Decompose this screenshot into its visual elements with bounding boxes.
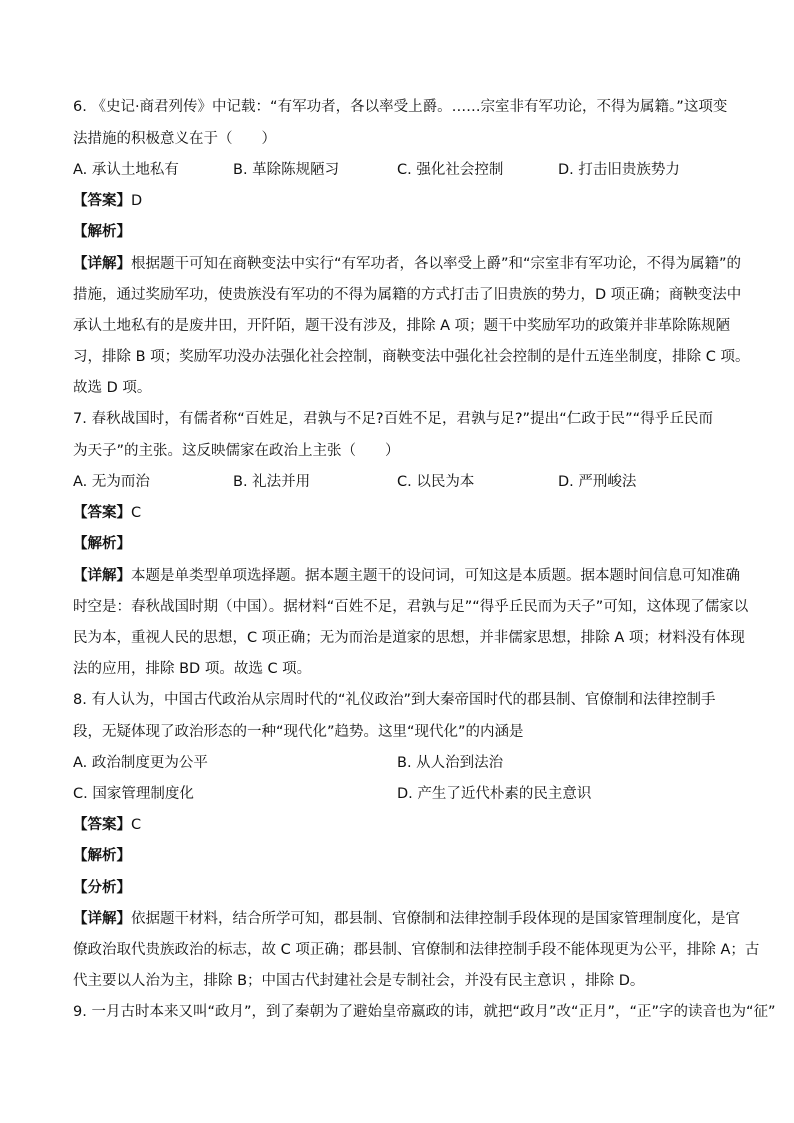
q8-answer [73, 815, 141, 835]
q8-detail-line1 [73, 909, 740, 929]
q6-detail-line1 [73, 254, 742, 274]
q6-detail-line3: 承认土地私有的是废井田，开阡陌，题干没有涉及，排除 A 项；题干中奖励军功的政策并非革除陈规陋 [73, 318, 731, 334]
q8-option-c: C. 国家管理制度化 [73, 786, 194, 802]
q7-option-d: D. 严刑峻法 [558, 474, 637, 490]
detail-tag: 【详解】 [73, 911, 131, 927]
q8-analysis-tag: 【解析】 [73, 848, 131, 864]
q6-analysis-tag: 【解析】 [73, 224, 131, 240]
answer-tag: 【答案】 [73, 505, 131, 521]
q8-detail-line3: 代主要以人治为主，排除 B；中国古代封建社会是专制社会，并没有民主意识 ，排除 D。 [73, 973, 645, 989]
q6-option-d: D. 打击旧贵族势力 [558, 162, 680, 178]
q6-stem-line2: 法措施的积极意义在于（ ） [73, 131, 276, 147]
q7-option-c: C. 以民为本 [397, 474, 475, 490]
q7-option-b: B. 礼法并用 [233, 474, 311, 490]
q6-option-a: A. 承认土地私有 [73, 162, 179, 178]
q6-detail-line5: 故选 D 项。 [73, 380, 152, 396]
detail-text: 根据题干可知在商鞅变法中实行“有军功者，各以率受上爵”和“宗室非有军功论，不得为属籍”的 [131, 256, 742, 272]
q8-option-d: D. 产生了近代朴素的民主意识 [397, 786, 592, 802]
q8-option-b: B. 从人治到法治 [397, 755, 504, 771]
q8-stem-line2: 段，无疑体现了政治形态的一种“现代化”趋势。这里“现代化”的内涵是 [73, 724, 524, 740]
detail-tag: 【详解】 [73, 256, 131, 272]
detail-text: 本题是单类型单项选择题。据本题主题干的设问词，可知这是本质题。据本题时间信息可知准确 [131, 568, 740, 584]
answer-value: C [131, 505, 142, 521]
q7-analysis-tag: 【解析】 [73, 536, 131, 552]
q6-detail-line4: 习，排除 B 项；奖励军功没办法强化社会控制，商鞅变法中强化社会控制的是什五连坐制度，排除 C 项。 [73, 349, 750, 365]
answer-tag: 【答案】 [73, 193, 131, 209]
detail-tag: 【详解】 [73, 568, 131, 584]
q9-stem-line1: 9. 一月古时本来又叫“政月”，到了秦朝为了避始皇帝嬴政的讳，就把“政月”改“正月”，“正”字的读音也为“征” [73, 1004, 776, 1020]
q6-option-c: C. 强化社会控制 [397, 162, 504, 178]
q7-detail-line1 [73, 566, 740, 586]
q6-option-b: B. 革除陈规陋习 [233, 162, 340, 178]
q8-option-a: A. 政治制度更为公平 [73, 755, 208, 771]
q6-detail-line2: 措施，通过奖励军功，使贵族没有军功的不得为属籍的方式打击了旧贵族的势力，D 项正确；商鞅变法中 [73, 287, 742, 303]
q7-detail-line3: 民为本，重视人民的思想，C 项正确；无为而治是道家的思想，并非儒家思想，排除 A 项；材料没有体现 [73, 630, 745, 646]
q7-answer [73, 503, 141, 523]
q8-fenxi-tag: 【分析】 [73, 880, 131, 896]
q7-option-a: A. 无为而治 [73, 474, 150, 490]
q7-stem-line1: 7. 春秋战国时，有儒者称“百姓足，君孰与不足?百姓不足，君孰与足?”提出“仁政于民”“得乎丘民而 [73, 411, 713, 427]
q7-detail-line2: 时空是：春秋战国时期（中国）。据材料“百姓不足，君孰与足”“得乎丘民而为天子”可知，这体现了儒家以 [73, 599, 749, 615]
q7-stem-line2: 为天子”的主张。这反映儒家在政治上主张（ ） [73, 443, 400, 459]
q6-stem-line1: 6. 《史记·商君列传》中记载：“有军功者，各以率受上爵。……宗室非有军功论，不得为属籍。”这项变 [73, 99, 728, 115]
q7-detail-line4: 法的应用，排除 BD 项。故选 C 项。 [73, 661, 312, 677]
q6-answer [73, 191, 142, 211]
q8-stem-line1: 8. 有人认为，中国古代政治从宗周时代的“礼仪政治”到大秦帝国时代的郡县制、官僚制和法律控制手 [73, 692, 716, 708]
detail-text: 依据题干材料，结合所学可知，郡县制、官僚制和法律控制手段体现的是国家管理制度化，是官 [131, 911, 740, 927]
answer-value: C [131, 817, 142, 833]
q8-detail-line2: 僚政治取代贵族政治的标志，故 C 项正确；郡县制、官僚制和法律控制手段不能体现更为公平，排除 A；古 [73, 942, 760, 958]
answer-value: D [131, 193, 143, 209]
answer-tag: 【答案】 [73, 817, 131, 833]
